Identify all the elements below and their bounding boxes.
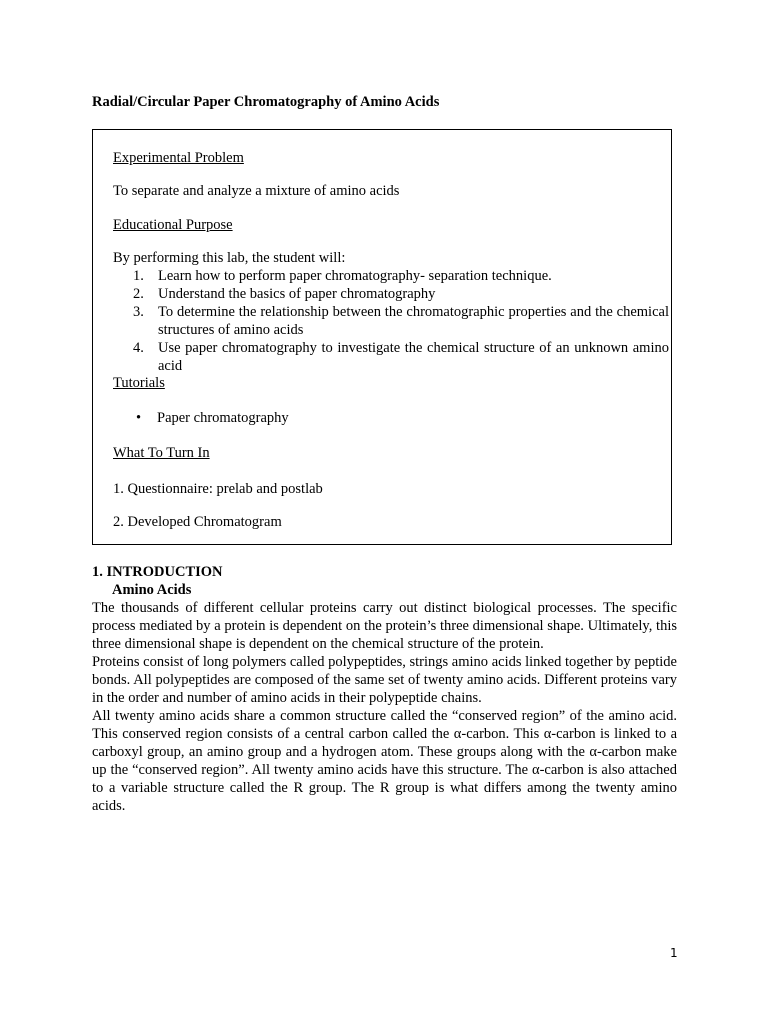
objective-item [113, 285, 669, 303]
paragraph: All twenty amino acids share a common structure called the “conserved region” of the amino acid. This conserved region consists of a central carbon called the α-carbon. This α-carbon is linked to a carboxyl group, an amino group and a hydrogen atom. These groups along with the α-carbon make up the “conserved region”. All twenty amino acids have this structure. The α-carbon is also attached to a variable structure called the R group. The R group is what differs among the twenty amino acids. [92, 708, 677, 814]
objective-text: Understand the basics of paper chromatography [158, 286, 436, 302]
page-number: 1 [670, 946, 678, 960]
document-title: Radial/Circular Paper Chromatography of Amino Acids [92, 94, 440, 110]
objectives-list [113, 267, 669, 375]
objective-text: To determine the relationship between the chromatographic properties and the chemical structures of amino acids [158, 304, 669, 338]
introduction-body [92, 599, 677, 815]
tutorial-item [136, 409, 289, 427]
objective-number: 4. [133, 340, 144, 356]
objective-number: 3. [133, 304, 144, 320]
introduction-heading: 1. INTRODUCTION [92, 564, 223, 580]
educational-purpose-intro: By performing this lab, the student will: [113, 250, 346, 266]
paragraph: The thousands of different cellular proteins carry out distinct biological processes. The specific process mediated by a protein is dependent on the protein’s three dimensional shape. Ultimately, this three dimensional shape is dependent on the chemical structure of the protein. [92, 600, 677, 652]
turn-in-item: 1. Questionnaire: prelab and postlab [113, 481, 323, 497]
objective-item [113, 267, 669, 285]
objective-text: Use paper chromatography to investigate the chemical structure of an unknown amino acid [158, 340, 669, 374]
objective-number: 1. [133, 268, 144, 284]
turn-in-item: 2. Developed Chromatogram [113, 514, 282, 530]
objective-item [113, 339, 669, 375]
turn-in-heading: What To Turn In [113, 445, 210, 461]
objective-text: Learn how to perform paper chromatography- separation technique. [158, 268, 552, 284]
objective-number: 2. [133, 286, 144, 302]
objective-item [113, 303, 669, 339]
educational-purpose-heading: Educational Purpose [113, 217, 233, 233]
tutorials-heading: Tutorials [113, 375, 165, 391]
amino-acids-subheading: Amino Acids [112, 582, 192, 598]
bullet-icon: • [136, 410, 142, 426]
experimental-problem-heading: Experimental Problem [113, 150, 244, 166]
lab-summary-box [92, 129, 672, 545]
experimental-problem-text: To separate and analyze a mixture of amino acids [113, 183, 400, 199]
tutorial-link-text: Paper chromatography [157, 410, 289, 426]
paragraph: Proteins consist of long polymers called polypeptides, strings amino acids linked together by peptide bonds. All polypeptides are composed of the same set of twenty amino acids. Different proteins vary in the order and number of amino acids in their polypeptide chains. [92, 654, 677, 706]
